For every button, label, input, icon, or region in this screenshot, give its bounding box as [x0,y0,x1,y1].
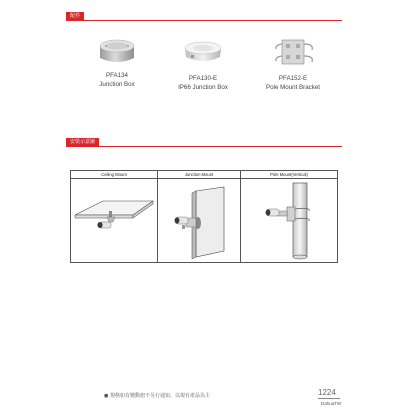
page-number: 1224 [318,388,336,397]
accessory-name: Junction Box [99,81,135,88]
diagram-title: Pole Mount(Vertical) [270,172,308,177]
junction-box-icon [98,38,136,66]
diagram-title-rule [71,178,157,179]
accessory-name: IP66 Junction Box [178,84,228,91]
diagram-cell-ceiling [71,171,157,262]
pole-mount-bracket-icon [274,36,314,68]
accessory-model: PFA152-E [278,75,308,82]
accessory-model: PFA130-E [188,75,218,82]
diagram-title: Ceiling Mount [101,172,127,177]
diagram-title-rule [241,178,337,179]
ceiling-mount-illustration [73,189,155,239]
accessory-model: PFA134 [105,72,128,79]
installation-section-rule [66,146,342,147]
pole-mount-illustration [255,181,329,261]
diagram-cell-pole [240,171,337,262]
diagram-title: Junction Mount [184,172,214,177]
footer-note-text: 規格如有變動恕不另行通知，以現有產品為主 [109,393,210,399]
diagram-cell-junction [157,171,240,262]
installation-section-tag: 安裝示意圖 [66,138,99,146]
installation-diagram-table [70,170,338,263]
accessories-section-tag: 配件 [66,12,84,20]
ip66-junction-box-icon [183,40,223,66]
footer-disclaimer [104,392,210,399]
bullet-icon: ● [104,393,109,399]
brand-label: DahuaTW [321,401,342,406]
diagram-title-rule [158,178,240,179]
accessory-name: Pole Mount Bracket [266,84,320,91]
page-number-rule [318,398,340,399]
accessories-section-rule [66,20,342,21]
junction-mount-illustration [166,185,236,259]
